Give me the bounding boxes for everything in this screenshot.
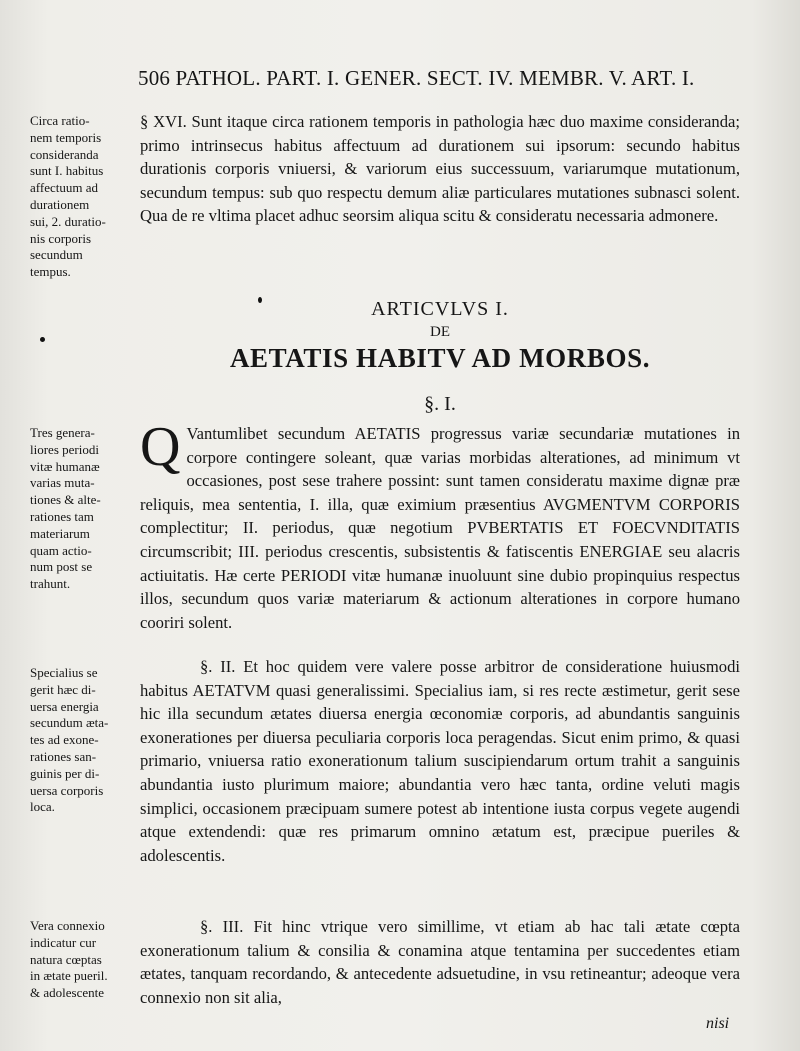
margin-line: nem temporis bbox=[30, 129, 102, 145]
margin-line: Tres genera- bbox=[30, 425, 95, 440]
margin-note-1 bbox=[30, 113, 138, 281]
margin-line: guinis per di- bbox=[30, 765, 100, 781]
section-3-paragraph bbox=[140, 915, 740, 1009]
margin-line: tiones & alte- bbox=[30, 492, 101, 508]
article-title: AETATIS HABITV AD MORBOS. bbox=[229, 343, 651, 373]
ink-dot bbox=[40, 337, 45, 342]
margin-line: tempus. bbox=[30, 264, 71, 280]
article-number: ARTICVLVS I. bbox=[371, 298, 509, 320]
margin-line: indicatur cur bbox=[30, 934, 97, 950]
margin-line: gerit hæc di- bbox=[30, 681, 96, 697]
margin-line: consideranda bbox=[30, 146, 99, 162]
margin-note-4 bbox=[30, 918, 138, 1002]
margin-line: Vera connexio bbox=[30, 918, 105, 933]
margin-line: Specialius se bbox=[30, 665, 98, 680]
drop-cap: Q bbox=[140, 416, 181, 478]
margin-line: materiarum bbox=[30, 525, 90, 541]
margin-line: secundum bbox=[30, 247, 83, 263]
margin-line: liores periodi bbox=[30, 441, 99, 457]
margin-line: natura cœptas bbox=[30, 951, 102, 967]
margin-line: nis corporis bbox=[30, 230, 92, 246]
margin-line: sui, 2. duratio- bbox=[30, 213, 106, 229]
margin-line: durationem bbox=[30, 196, 90, 212]
section-2-paragraph bbox=[140, 655, 740, 867]
running-head: 506 PATHOL. PART. I. GENER. SECT. IV. MEMBR. V. ART. I. bbox=[138, 66, 695, 90]
margin-line: varias muta- bbox=[30, 475, 95, 491]
margin-line: affectuum ad bbox=[30, 180, 98, 196]
margin-line: trahunt. bbox=[30, 576, 71, 592]
margin-line: rationes san- bbox=[30, 748, 97, 764]
section-16-text: § XVI. Sunt itaque circa rationem temporis in pathologia hæc duo maxime consideranda; primo intrinsecus habitus affectuum ad durationem sui ipsorum: secundo habitus durationis corporis vniuersi, & variorum eius successuum, variarumque mutationum, secundum tempus: sub quo respectu demum aliæ particulares mutationes subnasci solent. Qua de re vltima placet adhuc seorsim aliqua scitu & consideratu necessaria admonere. bbox=[140, 112, 740, 226]
margin-line: Circa ratio- bbox=[30, 113, 90, 128]
section-3-text: §. III. Fit hinc vtrique vero simillime, vt etiam ab hac tali ætate cœpta exonerationum talium & consilia & conamina atque tentamina per succedentes etiam ætates, tanquam recordando, & antecedente adsuetudine, in vsu retineantur; adeoque vera connexio non sit alia, bbox=[140, 917, 740, 1007]
section-1-heading: §. I. bbox=[424, 393, 456, 415]
margin-line: num post se bbox=[30, 559, 93, 575]
margin-line: uersa energia bbox=[30, 698, 99, 714]
margin-line: sunt I. habitus bbox=[30, 163, 104, 179]
margin-line: rationes tam bbox=[30, 508, 94, 524]
margin-line: in ætate pueril. bbox=[30, 968, 108, 984]
margin-line: uersa corporis bbox=[30, 782, 104, 798]
section-2-text: §. II. Et hoc quidem vere valere posse arbitror de consideratione huiusmodi habitus AETATVM quasi generalissimi. Specialius iam, si res recte æstimetur, gerit sese hic illa secundum ætates diuersa energia œconomiæ corporis, ad abundantis sanguinis exonerationes per diuersa peculiaria corporis loca peragendas. Sicut enim primo, & quasi primario, vniuersa ratio exonerationum talium suscipiendarum ortum trahit a sanguinis abundantia iusto plurimum maiore; abundantia vero hæc tanta, ordine veluti magis simplici, occasionem præcipuam sumere potest ab intentione iusta corpus vegete augendi atque extendendi: quæ res primarum omnino ætatum est, præcipue pueriles & adolescentis. bbox=[140, 657, 740, 865]
section-16-paragraph bbox=[140, 110, 740, 228]
margin-line: quam actio- bbox=[30, 542, 92, 558]
margin-line: tes ad exone- bbox=[30, 732, 99, 748]
margin-line: loca. bbox=[30, 799, 55, 815]
margin-note-3 bbox=[30, 665, 138, 816]
margin-note-2 bbox=[30, 425, 138, 593]
section-1-paragraph bbox=[140, 416, 740, 634]
section-1-text: Vantumlibet secundum AETATIS progressus variæ secundariæ mutationes in corpore contingere soleant, quæ varias morbidas alterationes, ad minimum vt occasiones, post sese trahere possint: sunt tamen consideratu maxime dignæ præ reliquis, mea sententia, I. illa, quæ eximium præsentius AVGMENTVM CORPORIS complectitur; II. periodus, quæ negotium PVBERTATIS ET FOECVNDITATIS circumscribit; III. periodus crescentis, subsistentis & fatiscentis ENERGIAE seu alacris actiuitatis. Hæ certe PERIODI vitæ humanæ inuoluunt sine dubio propinquius respectus illos, secundum quos variæ materiarum & actionum alterationes in corpore humano cooriri solent. bbox=[140, 424, 740, 632]
article-de: DE bbox=[430, 324, 450, 340]
margin-line: & adolescente bbox=[30, 985, 104, 1001]
margin-line: secundum æta- bbox=[30, 715, 109, 731]
margin-line: vitæ humanæ bbox=[30, 458, 100, 474]
catchword: nisi bbox=[706, 1015, 730, 1032]
